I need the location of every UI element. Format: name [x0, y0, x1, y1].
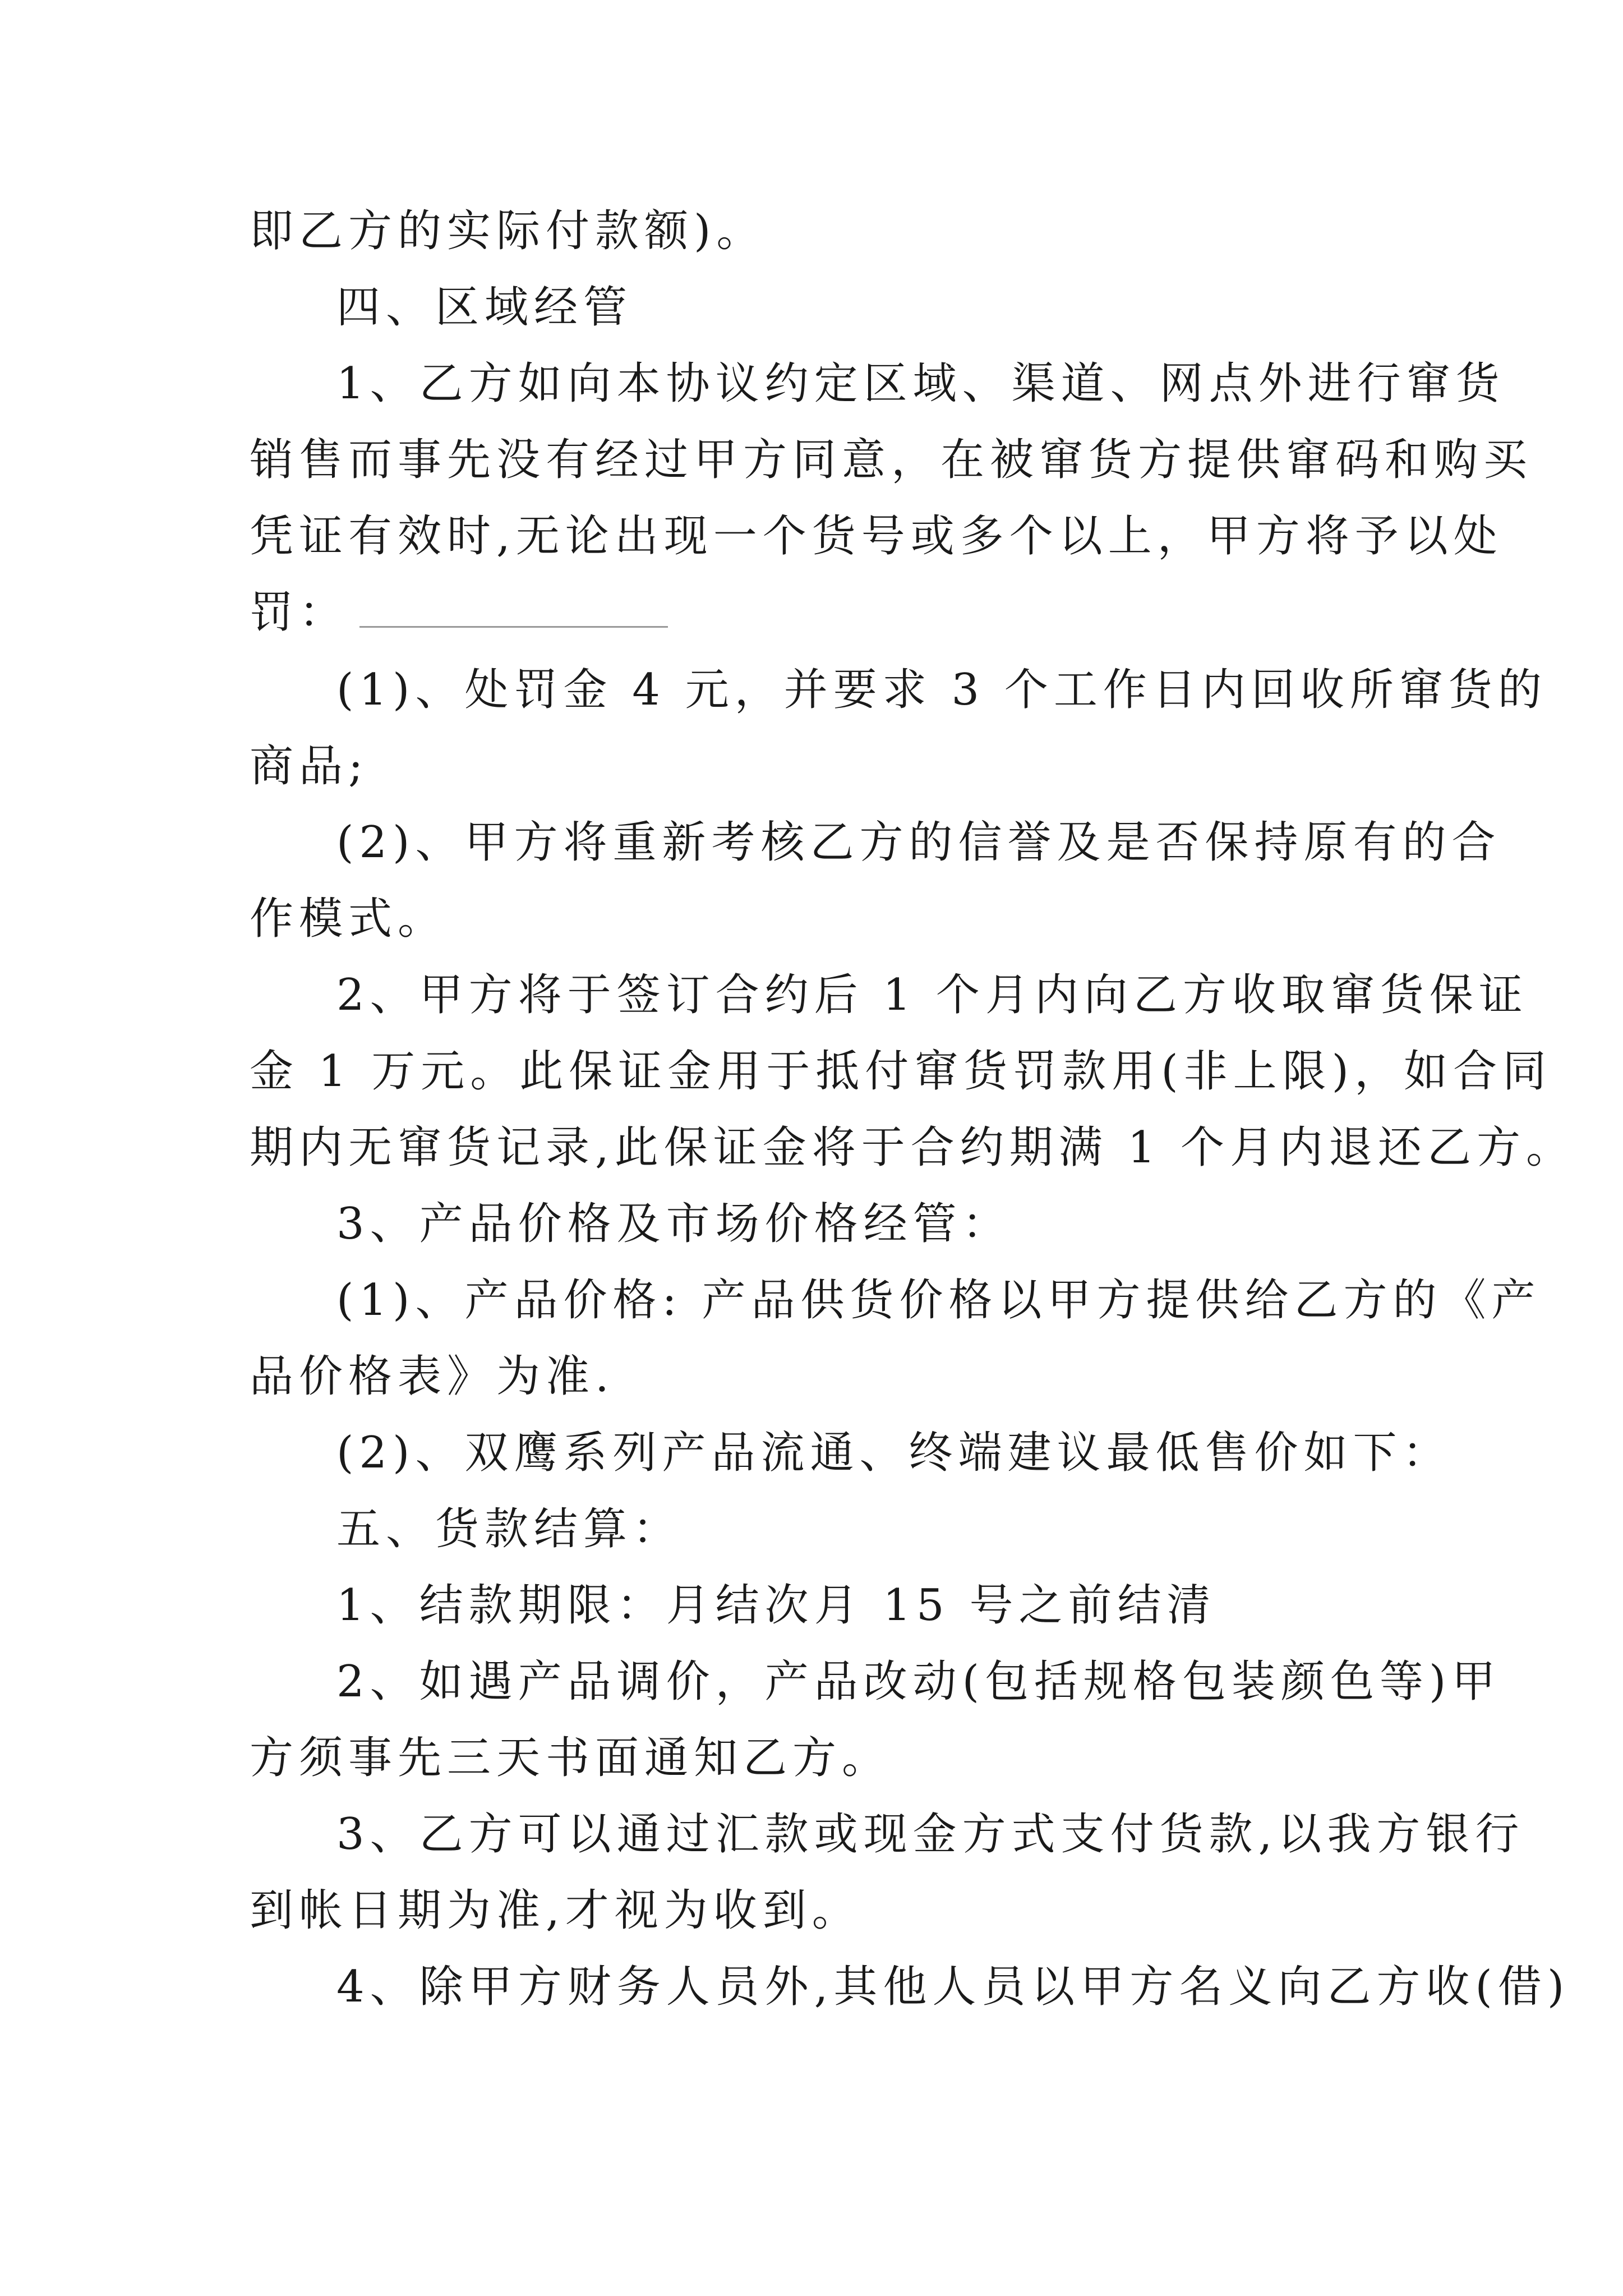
- text-line: 期内无窜货记录,此保证金将于合约期满 1 个月内退还乙方。: [250, 1122, 1576, 1173]
- penalty-line: [250, 579, 1405, 646]
- text-line: 2、甲方将于签订合约后 1 个月内向乙方收取窜货保证: [336, 970, 1528, 1020]
- text-line: 品价格表》为准.: [250, 1351, 615, 1402]
- text-line: 2、如遇产品调价，产品改动(包括规格包装颜色等)甲: [336, 1657, 1501, 1707]
- section-heading-payment-settlement: 五、货款结算：: [336, 1504, 683, 1554]
- text-line: 4、除甲方财务人员外,其他人员以甲方名义向乙方收(借): [336, 1962, 1570, 2012]
- text-line: (2)、双鹰系列产品流通、终端建议最低售价如下：: [336, 1428, 1452, 1478]
- fill-in-blank: [359, 604, 668, 628]
- text-line: 3、乙方可以通过汇款或现金方式支付货款,以我方银行: [336, 1809, 1525, 1860]
- text-line: 3、产品价格及市场价格经管：: [336, 1199, 1012, 1249]
- text-line: (1)、处罚金 4 元，并要求 3 个工作日内回收所窜货的: [336, 665, 1547, 715]
- text-line: 作模式。: [250, 894, 448, 944]
- text-line: 到帐日期为准,才视为收到。: [250, 1885, 861, 1936]
- text-line: 金 1 万元。此保证金用于抵付窜货罚款用(非上限)，如合同: [250, 1046, 1552, 1097]
- text-line: 1、结款期限：月结次月 15 号之前结清: [336, 1580, 1216, 1631]
- text-line: 1、乙方如向本协议约定区域、渠道、网点外进行窜货: [336, 358, 1505, 409]
- text-span: 罚：: [250, 587, 349, 638]
- section-heading-regional-management: 四、区域经管: [336, 282, 633, 333]
- text-line: 方须事先三天书面通知乙方。: [250, 1733, 892, 1783]
- text-line: 凭证有效时,无论出现一个货号或多个以上，甲方将予以处: [250, 511, 1503, 562]
- text-line: (1)、产品价格: 产品供货价格以甲方提供给乙方的《产: [336, 1275, 1541, 1326]
- text-line: 即乙方的实际付款额)。: [250, 206, 766, 256]
- text-line: 销售而事先没有经过甲方同意，在被窜货方提供窜码和购买: [250, 435, 1533, 485]
- text-line: (2)、甲方将重新考核乙方的信誉及是否保持原有的合: [336, 817, 1501, 868]
- text-line: 商品;: [250, 741, 369, 792]
